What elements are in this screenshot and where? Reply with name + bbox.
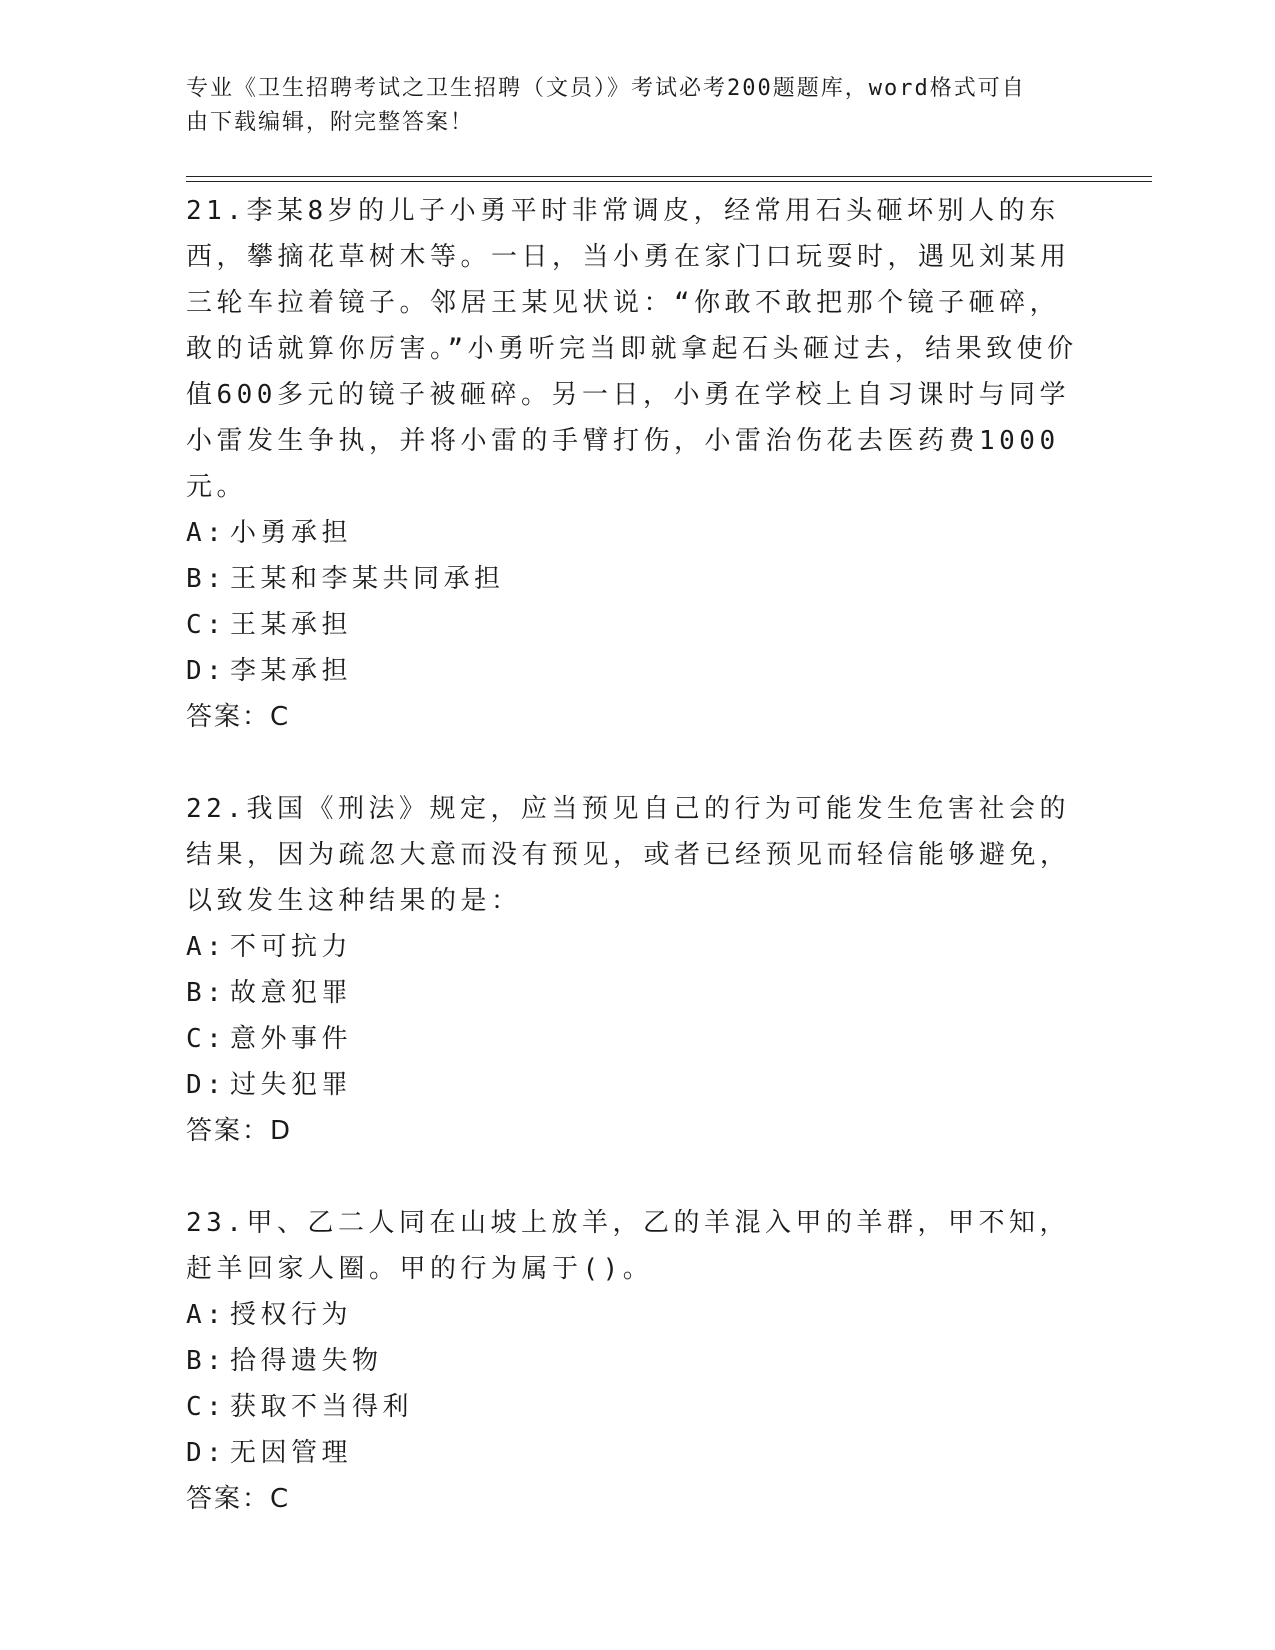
option-a — [186, 1292, 1086, 1338]
option-text: 无因管理 — [230, 1438, 353, 1468]
option-key: D: — [186, 1438, 227, 1468]
question-23 — [186, 1200, 1086, 1522]
option-key: B: — [186, 1346, 227, 1376]
option-key: C: — [186, 610, 227, 640]
option-key: B: — [186, 978, 227, 1008]
option-d — [186, 1062, 1086, 1108]
answer-line: 答案：D — [186, 1116, 293, 1146]
header-line-2: 由下载编辑，附完整答案！ — [186, 110, 475, 135]
option-key: A: — [186, 932, 227, 962]
option-text: 故意犯罪 — [230, 978, 353, 1008]
option-text: 不可抗力 — [230, 932, 353, 962]
question-text: 23.甲、乙二人同在山坡上放羊，乙的羊混入甲的羊群，甲不知，赶羊回家人圈。甲的行为属于()。 — [186, 1208, 1070, 1284]
option-key: C: — [186, 1392, 227, 1422]
header-line-1: 专业《卫生招聘考试之卫生招聘（文员）》考试必考200题题库，word格式可自 — [186, 76, 1026, 101]
option-a — [186, 510, 1086, 556]
option-text: 王某承担 — [230, 610, 353, 640]
question-21 — [186, 188, 1086, 740]
option-key: A: — [186, 518, 227, 548]
option-c — [186, 602, 1086, 648]
answer-line: 答案：C — [186, 1484, 291, 1514]
question-22 — [186, 786, 1086, 1154]
question-text: 22.我国《刑法》规定，应当预见自己的行为可能发生危害社会的结果，因为疏忽大意而没有预见，或者已经预见而轻信能够避免，以致发生这种结果的是： — [186, 794, 1071, 916]
document-header — [186, 72, 1066, 140]
option-text: 小勇承担 — [230, 518, 353, 548]
option-key: D: — [186, 1070, 227, 1100]
header-rule-top — [186, 176, 1152, 177]
option-key: B: — [186, 564, 227, 594]
answer-line: 答案：C — [186, 702, 291, 732]
option-b — [186, 970, 1086, 1016]
option-text: 意外事件 — [230, 1024, 353, 1054]
option-c — [186, 1384, 1086, 1430]
question-list — [186, 188, 1086, 1568]
option-d — [186, 648, 1086, 694]
option-text: 拾得遗失物 — [230, 1346, 383, 1376]
question-text: 21.李某8岁的儿子小勇平时非常调皮，经常用石头砸坏别人的东西，攀摘花草树木等。一日，当小勇在家门口玩耍时，遇见刘某用三轮车拉着镜子。邻居王某见状说：“你敢不敢把那个镜子砸碎，敢的话就算你厉害。”小勇听完当即就拿起石头砸过去，结果致使价值600多元的镜子被砸碎。另一日，小勇在学校上自习课时与同学小雷发生争执，并将小雷的手臂打伤，小雷治伤花去医药费1000元。 — [186, 196, 1078, 502]
option-text: 王某和李某共同承担 — [230, 564, 505, 594]
option-b — [186, 1338, 1086, 1384]
option-b — [186, 556, 1086, 602]
option-text: 获取不当得利 — [230, 1392, 414, 1422]
header-rule-bottom — [186, 181, 1152, 182]
option-c — [186, 1016, 1086, 1062]
option-d — [186, 1430, 1086, 1476]
option-text: 李某承担 — [230, 656, 353, 686]
option-key: A: — [186, 1300, 227, 1330]
option-a — [186, 924, 1086, 970]
option-text: 授权行为 — [230, 1300, 353, 1330]
option-key: D: — [186, 656, 227, 686]
option-text: 过失犯罪 — [230, 1070, 353, 1100]
option-key: C: — [186, 1024, 227, 1054]
